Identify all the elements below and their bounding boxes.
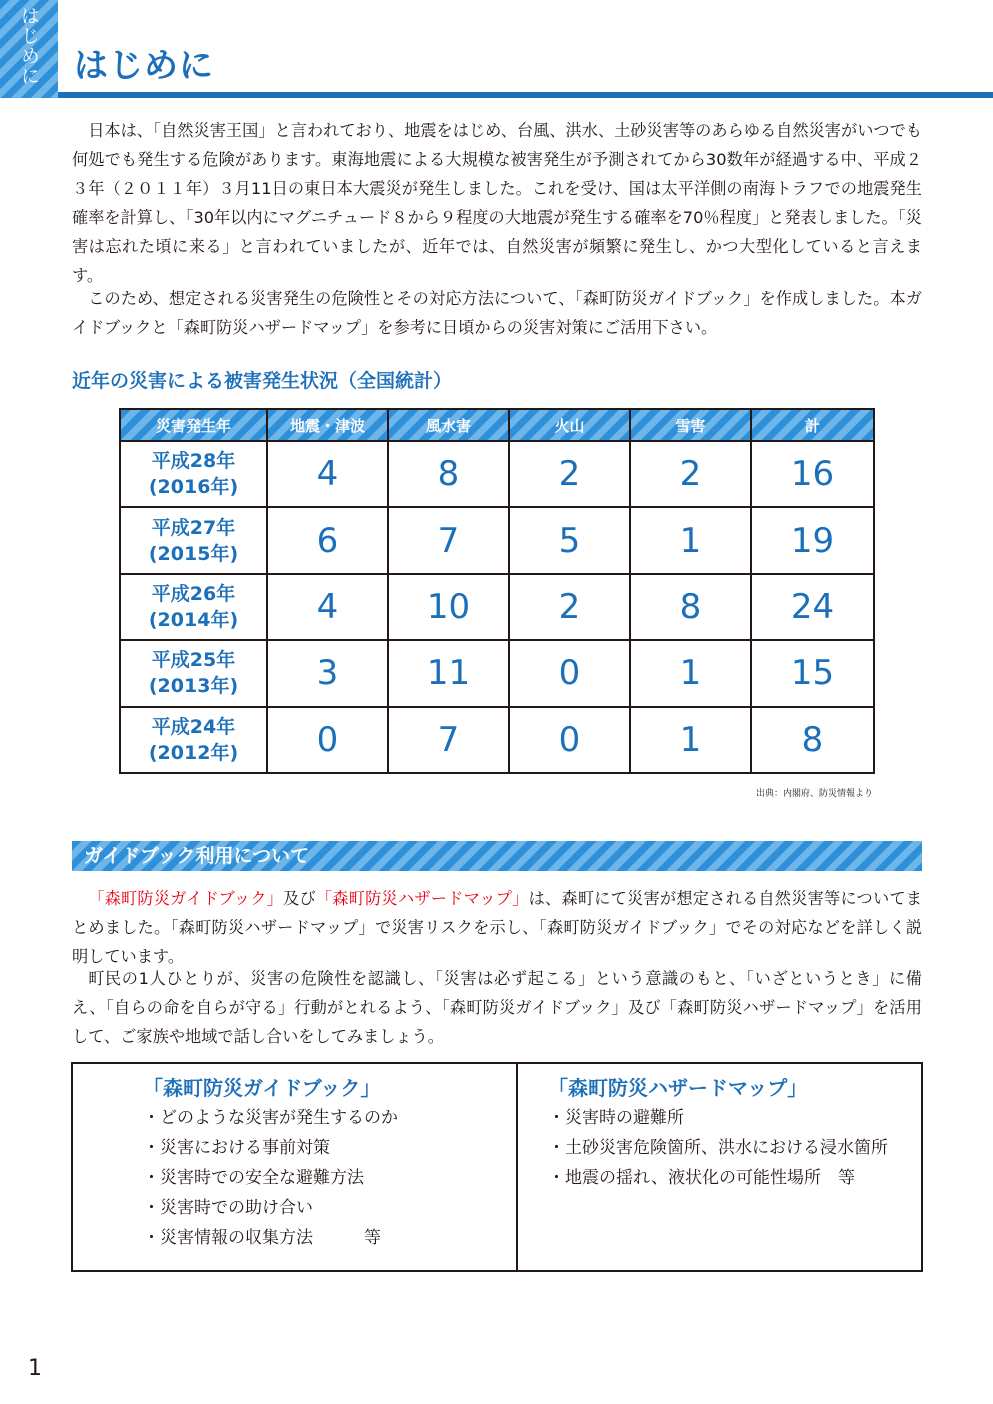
- value-cell: 6: [267, 507, 388, 573]
- guidebook-name: 「森町防災ガイドブック」: [88, 889, 284, 908]
- hazardmap-box-title: 「森町防災ハザードマップ」: [548, 1076, 808, 1100]
- value-cell: 1: [630, 507, 751, 573]
- header-total: 計: [751, 409, 874, 441]
- guide-section-title: ガイドブック利用について: [84, 845, 310, 867]
- value-cell: 5: [509, 507, 630, 573]
- guidebook-list: [143, 1103, 516, 1253]
- value-cell: 1: [630, 707, 751, 773]
- list-item: ・土砂災害危険箇所、洪水における浸水箇所: [548, 1138, 888, 1158]
- guide-paragraph-2: 町民の1人ひとりが、災害の危険性を認識し、「災害は必ず起こる」という意識のもと、「いざというとき」に備え、「自らの命を自らが守る」行動がとれるよう、「森町防災ガイドブック」及び「森町防災ハザードマップ」を活用して、ご家族や地域で話し合いをしてみましょう。: [72, 969, 922, 1046]
- value-cell: 8: [630, 574, 751, 640]
- year-jp: 平成28年: [151, 450, 236, 473]
- table-row: [120, 707, 874, 773]
- value-cell: 4: [267, 441, 388, 507]
- value-cell: 8: [388, 441, 509, 507]
- value-cell: 1: [630, 640, 751, 706]
- header-storm-flood: 風水害: [388, 409, 509, 441]
- hazardmap-box: [516, 1064, 921, 1270]
- list-item: ・災害時での安全な避難方法: [143, 1168, 364, 1188]
- list-item: ・災害情報の収集方法 等: [143, 1228, 381, 1248]
- side-tab: [0, 0, 58, 98]
- header-earthquake-tsunami: 地震・津波: [267, 409, 388, 441]
- year-cell: [120, 441, 267, 507]
- value-cell: 4: [267, 574, 388, 640]
- value-cell: 0: [509, 707, 630, 773]
- list-item: ・地震の揺れ、液状化の可能性場所 等: [548, 1168, 856, 1188]
- year-cell: [120, 507, 267, 573]
- guide-paragraph-1-rest: は、森町にて災害が想定される自然災害等についてまとめました。「森町防災ハザードマップ」で災害リスクを示し、「森町防災ガイドブック」でその対応などを詳しく説明しています。: [72, 889, 922, 966]
- table-row: [120, 507, 874, 573]
- year-ad: (2016年): [148, 476, 239, 499]
- total-cell: 15: [751, 640, 874, 706]
- year-ad: (2012年): [148, 741, 239, 764]
- value-cell: 0: [509, 640, 630, 706]
- guidebook-box-title: 「森町防災ガイドブック」: [143, 1076, 381, 1100]
- total-cell: 8: [751, 707, 874, 773]
- hazardmap-list: [548, 1103, 921, 1193]
- side-tab-label: はじめに: [18, 6, 40, 86]
- header-snow: 雪害: [630, 409, 751, 441]
- contents-boxes: [71, 1062, 923, 1272]
- total-cell: 24: [751, 574, 874, 640]
- year-ad: (2015年): [148, 542, 239, 565]
- value-cell: 2: [509, 441, 630, 507]
- conjunction: 及び: [283, 889, 316, 908]
- list-item: ・災害時の避難所: [548, 1108, 684, 1128]
- year-jp: 平成27年: [151, 516, 236, 539]
- year-cell: [120, 707, 267, 773]
- intro-paragraph-1: 日本は、「自然災害王国」と言われており、地震をはじめ、台風、洪水、土砂災害等のあらゆる自然災害がいつでも何処でも発生する危険があります。東海地震による大規模な被害発生が予測されてから30数年が経過する中、平成２３年（２０１１年）３月11日の東日本大震災が発生しました。これを受け、国は太平洋側の南海トラフでの地震発生確率を計算し、「30年以内にマグニチュード８から９程度の大地震が発生する確率を70％程度」と発表しました。「災害は忘れた頃に来る」と言われていましたが、近年では、自然災害が頻繁に発生し、かつ大型化していると言えます。: [72, 121, 922, 285]
- value-cell: 10: [388, 574, 509, 640]
- table-row: [120, 574, 874, 640]
- guidebook-box: [73, 1064, 516, 1270]
- hazardmap-name: 「森町防災ハザードマップ」: [315, 889, 529, 908]
- page-title: はじめに: [74, 46, 214, 86]
- year-cell: [120, 640, 267, 706]
- header-rule: [58, 92, 993, 98]
- stats-section-title: 近年の災害による被害発生状況（全国統計）: [72, 370, 453, 392]
- year-ad: (2013年): [148, 675, 239, 698]
- value-cell: 7: [388, 707, 509, 773]
- disaster-stats-table: [119, 408, 875, 774]
- value-cell: 7: [388, 507, 509, 573]
- value-cell: 2: [630, 441, 751, 507]
- list-item: ・災害における事前対策: [143, 1138, 330, 1158]
- table-header-row: [120, 409, 874, 441]
- value-cell: 2: [509, 574, 630, 640]
- total-cell: 16: [751, 441, 874, 507]
- list-item: ・災害時での助け合い: [143, 1198, 313, 1218]
- guide-paragraph-1: [72, 884, 922, 971]
- intro-paragraph-2: このため、想定される災害発生の危険性とその対応方法について、「森町防災ガイドブック」を作成しました。本ガイドブックと「森町防災ハザードマップ」を参考に日頃からの災害対策にご活用下さい。: [72, 289, 922, 337]
- header-year: 災害発生年: [120, 409, 267, 441]
- year-jp: 平成26年: [151, 582, 236, 605]
- source-note: 出典：内閣府、防災情報より: [755, 789, 873, 799]
- header-volcano: 火山: [509, 409, 630, 441]
- table-row: [120, 441, 874, 507]
- year-ad: (2014年): [148, 608, 239, 631]
- table-row: [120, 640, 874, 706]
- year-jp: 平成25年: [151, 649, 236, 672]
- page-number: 1: [28, 1356, 42, 1381]
- value-cell: 11: [388, 640, 509, 706]
- year-jp: 平成24年: [151, 715, 236, 738]
- total-cell: 19: [751, 507, 874, 573]
- value-cell: 3: [267, 640, 388, 706]
- value-cell: 0: [267, 707, 388, 773]
- list-item: ・どのような災害が発生するのか: [143, 1108, 398, 1128]
- year-cell: [120, 574, 267, 640]
